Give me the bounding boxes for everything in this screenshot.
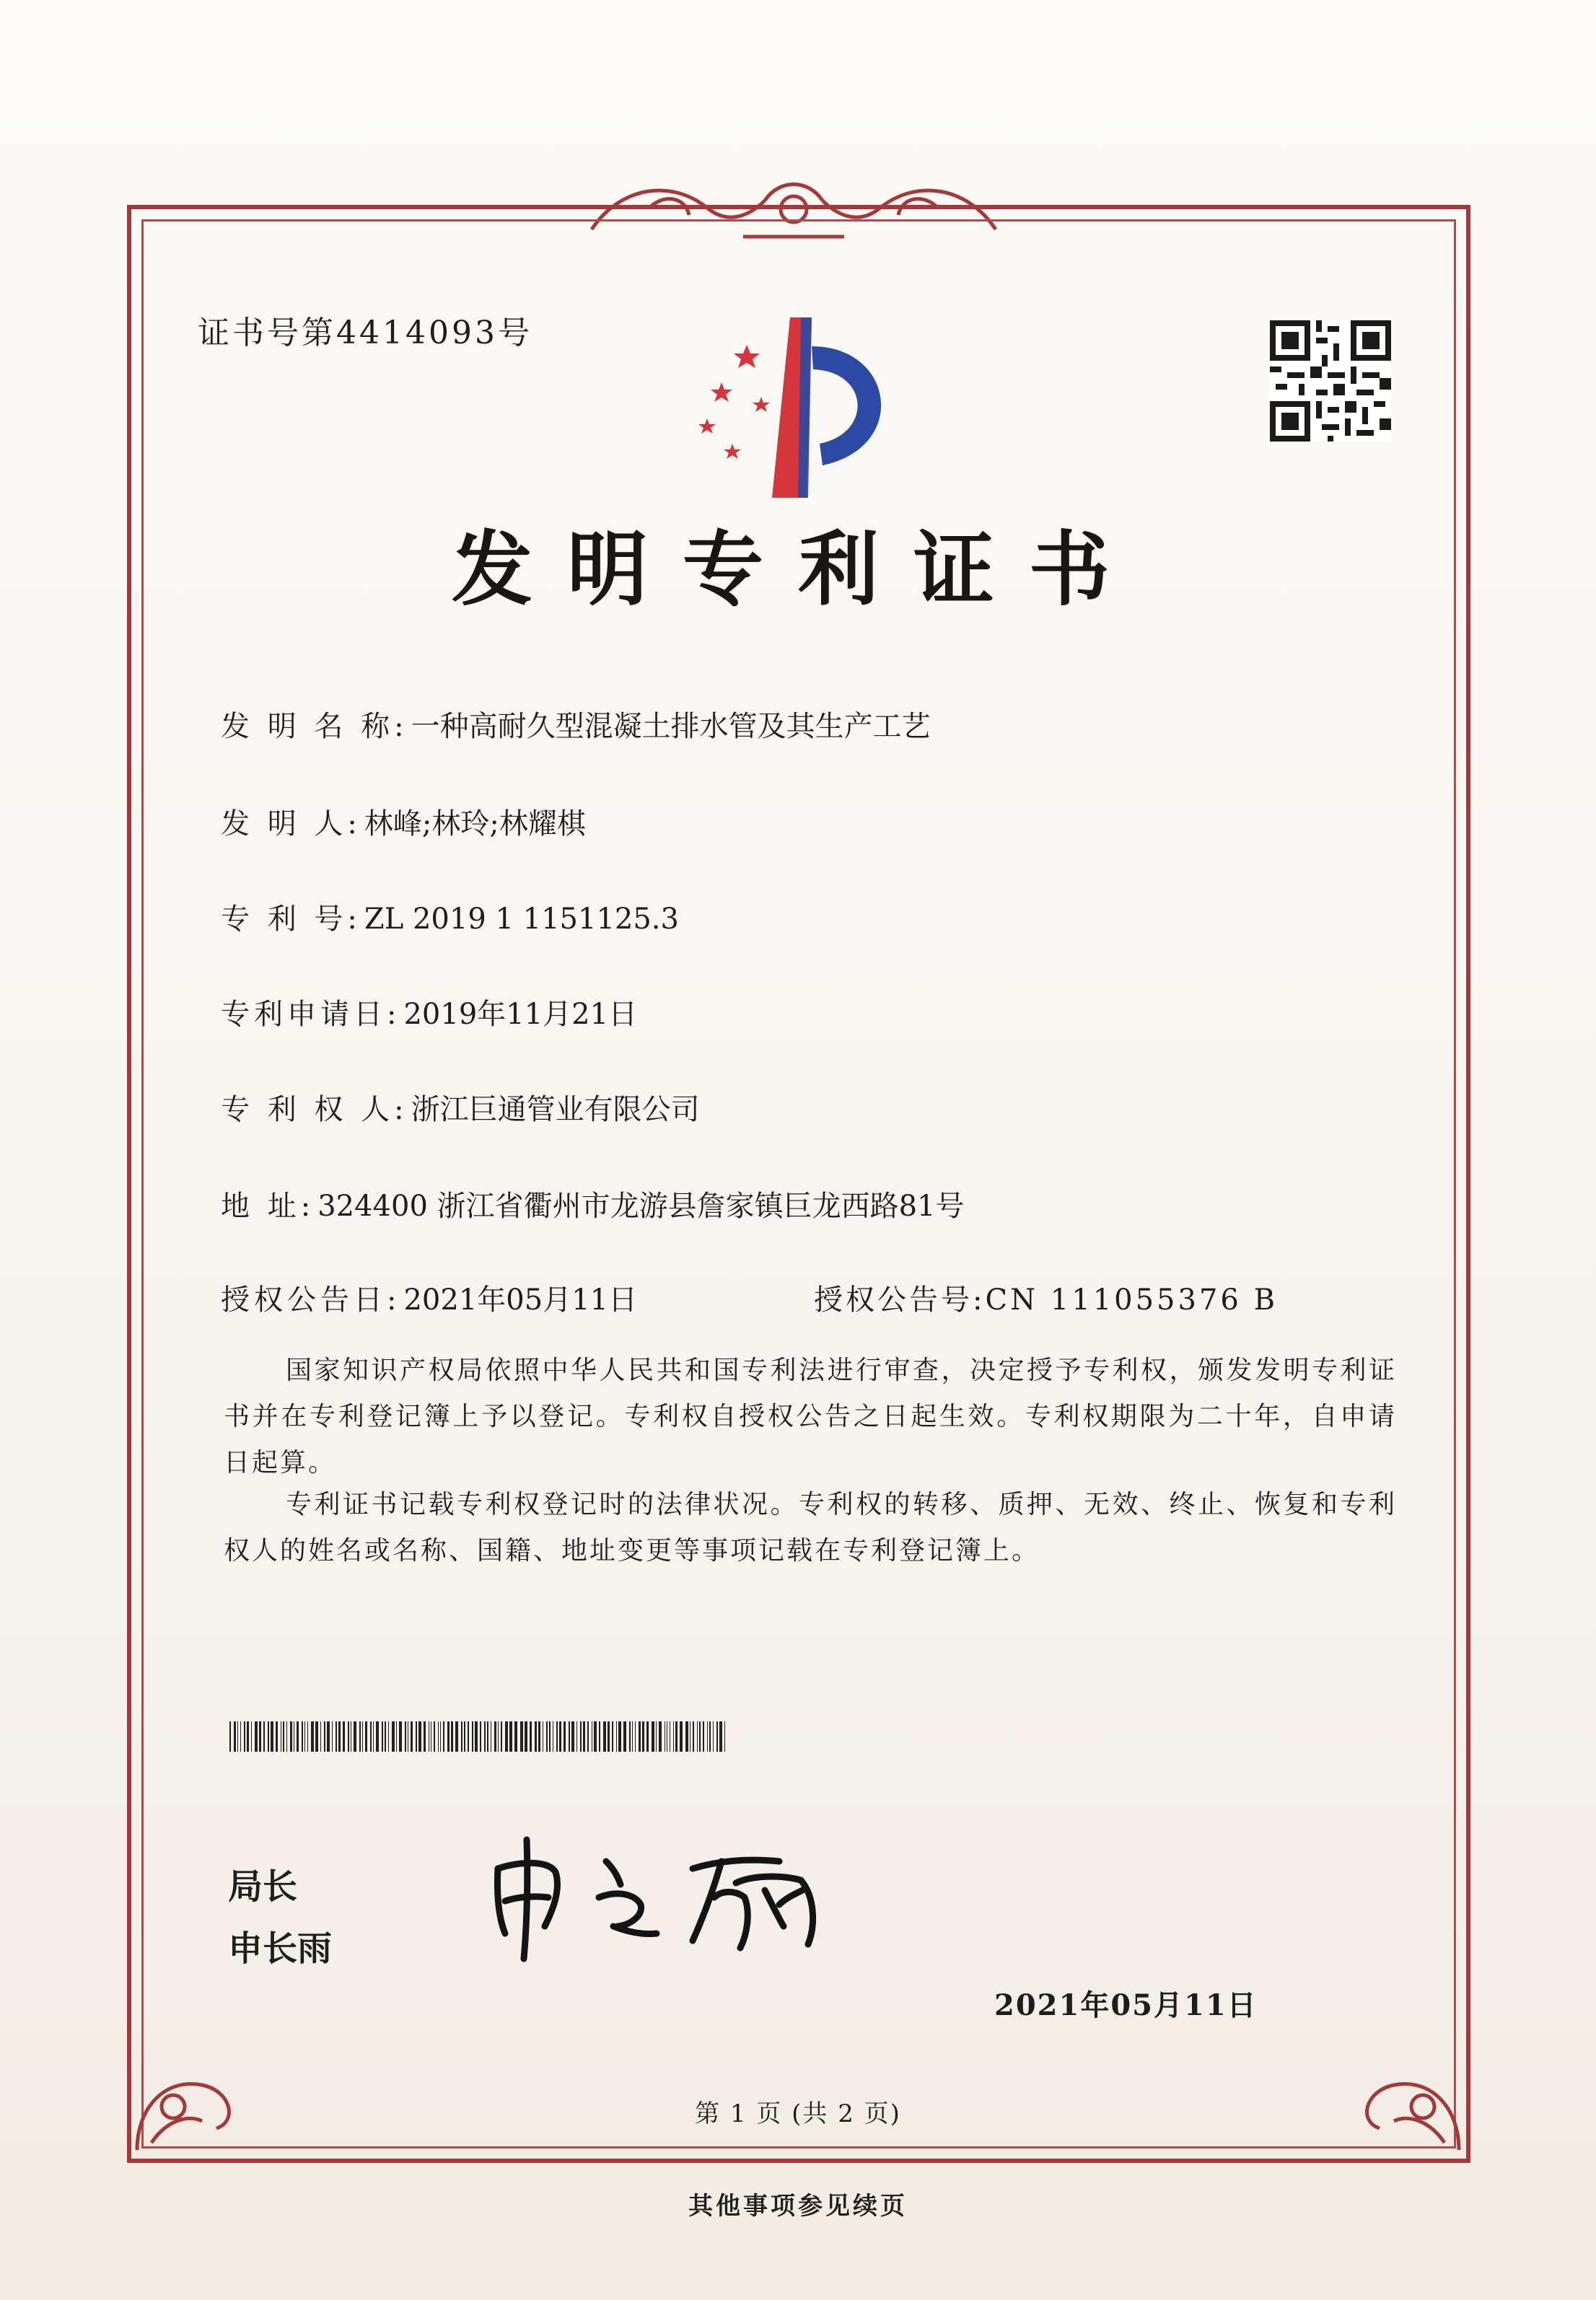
field-application-date <box>221 991 637 1032</box>
footer-note: 其他事项参见续页 <box>688 2192 908 2221</box>
field-value: 浙江巨通管业有限公司 <box>411 1093 700 1126</box>
field-label: 发 明 名 称: <box>221 710 408 743</box>
field-label: 发 明 人: <box>221 807 361 840</box>
field-value: ZL 2019 1 1151125.3 <box>364 903 679 936</box>
barcode-icon <box>229 1721 727 1752</box>
statement-paragraph: 专利证书记载专利权登记时的法律状况。专利权的转移、质押、无效、终止、恢复和专利权人的姓名或名称、国籍、地址变更等事项记载在专利登记簿上。 <box>224 1490 1397 1566</box>
corner-ornament-icon <box>1329 2020 1473 2164</box>
field-label: 专 利 号: <box>221 903 361 936</box>
qr-code-icon <box>1270 320 1391 442</box>
field-invention-name <box>221 703 931 745</box>
field-patent-number <box>221 896 679 937</box>
field-address <box>221 1183 965 1224</box>
field-grant-date <box>221 1277 637 1318</box>
field-value: 324400 浙江省衢州市龙游县詹家镇巨龙西路81号 <box>317 1190 965 1223</box>
field-value: 2019年11月21日 <box>403 998 638 1031</box>
corner-ornament-icon <box>123 2020 267 2164</box>
field-label: 专利申请日: <box>221 998 401 1031</box>
issue-date: 2021年05月11日 <box>994 1988 1258 2022</box>
statement-paragraph: 国家知识产权局依照中华人民共和国专利法进行审查，决定授予专利权，颁发发明专利证书并在专利登记簿上予以登记。专利权自授权公告之日起生效。专利权期限为二十年，自申请日起算。 <box>224 1356 1397 1478</box>
field-value: 2021年05月11日 <box>403 1283 638 1317</box>
field-value: CN 111055376 B <box>985 1283 1278 1317</box>
field-value: 一种高耐久型混凝土排水管及其生产工艺 <box>411 710 931 743</box>
director-name: 申长雨 <box>228 1928 333 1969</box>
field-value: 林峰;林玲;林耀棋 <box>364 807 586 840</box>
certificate-number: 证书号第4414093号 <box>198 315 532 351</box>
certificate-title: 发明专利证书 <box>452 523 1144 617</box>
field-label: 专 利 权 人: <box>221 1093 408 1126</box>
field-patentee <box>221 1087 700 1128</box>
field-label: 授权公告号: <box>814 1283 986 1317</box>
field-label: 授权公告日: <box>221 1283 401 1317</box>
director-title: 局长 <box>228 1866 298 1907</box>
field-inventors <box>221 801 586 842</box>
cnipa-emblem-icon <box>678 303 924 505</box>
field-grant-number <box>814 1277 1278 1318</box>
field-label: 地 址: <box>221 1190 315 1223</box>
page-number: 第 1 页 (共 2 页) <box>695 2099 901 2128</box>
handwritten-signature <box>476 1818 851 1962</box>
